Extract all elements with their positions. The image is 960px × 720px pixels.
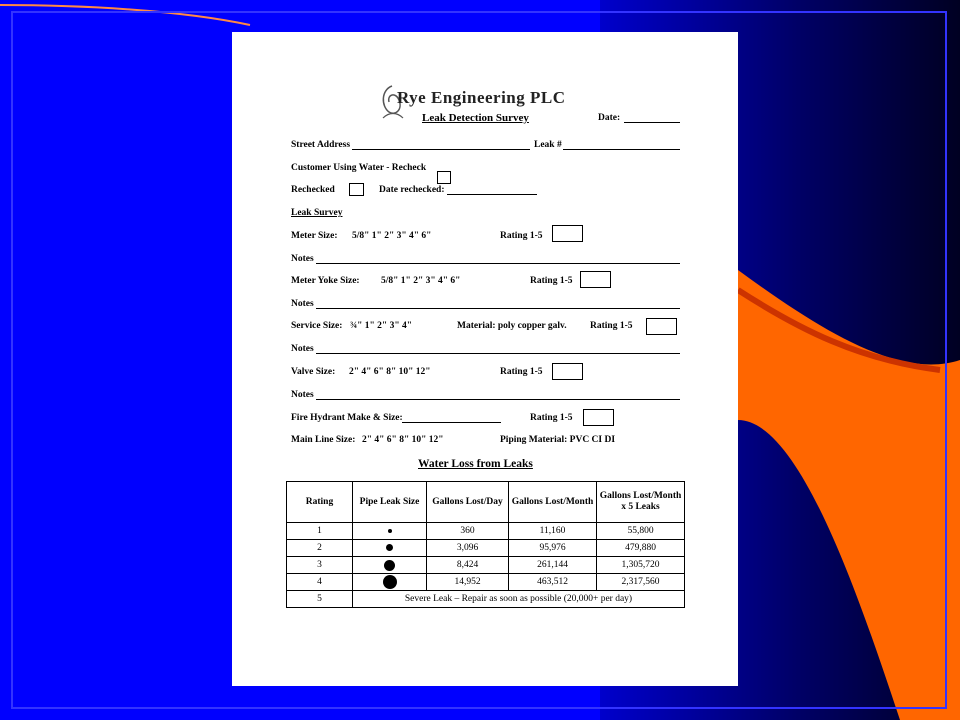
company-name: Rye Engineering PLC — [397, 88, 566, 107]
date-rechecked-field[interactable] — [447, 194, 537, 195]
notes-field-1[interactable] — [316, 263, 680, 264]
date-label: Date: — [598, 113, 621, 123]
notes-field-2[interactable] — [316, 308, 680, 309]
header-rating: Rating — [287, 482, 353, 523]
meter-yoke-label: Meter Yoke Size: — [291, 276, 360, 286]
service-material-options: Material: poly copper galv. — [457, 321, 567, 331]
service-size-options: ¾" 1" 2" 3" 4" — [350, 321, 412, 331]
fire-hydrant-field[interactable] — [402, 422, 501, 423]
notes-field-4[interactable] — [316, 399, 680, 400]
header-pipe-leak-size: Pipe Leak Size — [353, 482, 427, 523]
table-row — [287, 574, 685, 591]
cell-gallons-day: 14,952 — [427, 574, 509, 591]
form-title: Leak Detection Survey — [422, 112, 529, 124]
valve-rating-box[interactable] — [552, 363, 583, 380]
piping-material-label: Piping Material: PVC CI DI — [500, 435, 616, 445]
cell-rating: 2 — [287, 540, 353, 557]
date-field[interactable] — [624, 122, 680, 123]
valve-size-label: Valve Size: — [291, 367, 336, 377]
table-row-severe — [287, 591, 685, 608]
leak-size-cell — [353, 540, 427, 557]
table-row — [287, 523, 685, 540]
meter-rating-label: Rating 1-5 — [500, 231, 543, 241]
service-rating-label: Rating 1-5 — [590, 321, 633, 331]
cell-gallons-day: 8,424 — [427, 557, 509, 574]
notes-label-3: Notes — [291, 344, 314, 354]
cell-gallons-month: 11,160 — [509, 523, 597, 540]
leak-survey-heading: Leak Survey — [291, 208, 343, 218]
leak-size-cell — [353, 523, 427, 540]
notes-label-2: Notes — [291, 299, 314, 309]
valve-rating-label: Rating 1-5 — [500, 367, 543, 377]
notes-field-3[interactable] — [316, 353, 680, 354]
rechecked-label: Rechecked — [291, 185, 335, 195]
meter-size-options: 5/8" 1" 2" 3" 4" 6" — [352, 231, 432, 241]
rechecked-checkbox[interactable] — [349, 183, 364, 196]
cell-gallons-five: 479,880 — [597, 540, 685, 557]
cell-gallons-day: 3,096 — [427, 540, 509, 557]
street-address-label: Street Address — [291, 140, 351, 150]
cell-rating: 5 — [287, 591, 353, 608]
leak-number-label: Leak # — [534, 140, 562, 150]
notes-label-1: Notes — [291, 254, 314, 264]
water-loss-table — [286, 481, 685, 608]
table-row — [287, 540, 685, 557]
leak-dot-icon — [388, 529, 392, 533]
leak-survey-form — [232, 32, 738, 686]
date-rechecked-label: Date rechecked: — [379, 185, 445, 195]
cell-gallons-five: 55,800 — [597, 523, 685, 540]
leak-size-cell — [353, 557, 427, 574]
service-rating-box[interactable] — [646, 318, 677, 335]
main-line-label: Main Line Size: — [291, 435, 356, 445]
cell-rating: 1 — [287, 523, 353, 540]
cell-gallons-month: 95,976 — [509, 540, 597, 557]
table-header-row — [287, 482, 685, 523]
leak-dot-icon — [384, 560, 395, 571]
customer-recheck-checkbox[interactable] — [437, 171, 451, 184]
customer-recheck-label: Customer Using Water - Recheck — [291, 163, 427, 173]
cell-gallons-day: 360 — [427, 523, 509, 540]
yoke-rating-label: Rating 1-5 — [530, 276, 573, 286]
service-size-label: Service Size: — [291, 321, 343, 331]
meter-yoke-options: 5/8" 1" 2" 3" 4" 6" — [381, 276, 461, 286]
main-line-options: 2" 4" 6" 8" 10" 12" — [362, 435, 444, 445]
meter-rating-box[interactable] — [552, 225, 583, 242]
cell-rating: 4 — [287, 574, 353, 591]
hydrant-rating-box[interactable] — [583, 409, 614, 426]
water-loss-title: Water Loss from Leaks — [418, 458, 533, 470]
severe-leak-note: Severe Leak – Repair as soon as possible (20,000+ per day) — [353, 591, 685, 608]
cell-gallons-month: 261,144 — [509, 557, 597, 574]
fire-hydrant-label: Fire Hydrant Make & Size: — [291, 413, 403, 423]
cell-gallons-five: 2,317,560 — [597, 574, 685, 591]
cell-gallons-five: 1,305,720 — [597, 557, 685, 574]
cell-rating: 3 — [287, 557, 353, 574]
header-gallons-month: Gallons Lost/Month — [509, 482, 597, 523]
hydrant-rating-label: Rating 1-5 — [530, 413, 573, 423]
header-gallons-month-5: Gallons Lost/Month x 5 Leaks — [597, 482, 685, 523]
valve-size-options: 2" 4" 6" 8" 10" 12" — [349, 367, 431, 377]
yoke-rating-box[interactable] — [580, 271, 611, 288]
header-gallons-day: Gallons Lost/Day — [427, 482, 509, 523]
leak-number-field[interactable] — [563, 149, 680, 150]
table-row — [287, 557, 685, 574]
cell-gallons-month: 463,512 — [509, 574, 597, 591]
leak-size-cell — [353, 574, 427, 591]
meter-size-label: Meter Size: — [291, 231, 338, 241]
leak-dot-icon — [383, 575, 397, 589]
leak-dot-icon — [386, 544, 393, 551]
notes-label-4: Notes — [291, 390, 314, 400]
street-address-field[interactable] — [352, 149, 530, 150]
